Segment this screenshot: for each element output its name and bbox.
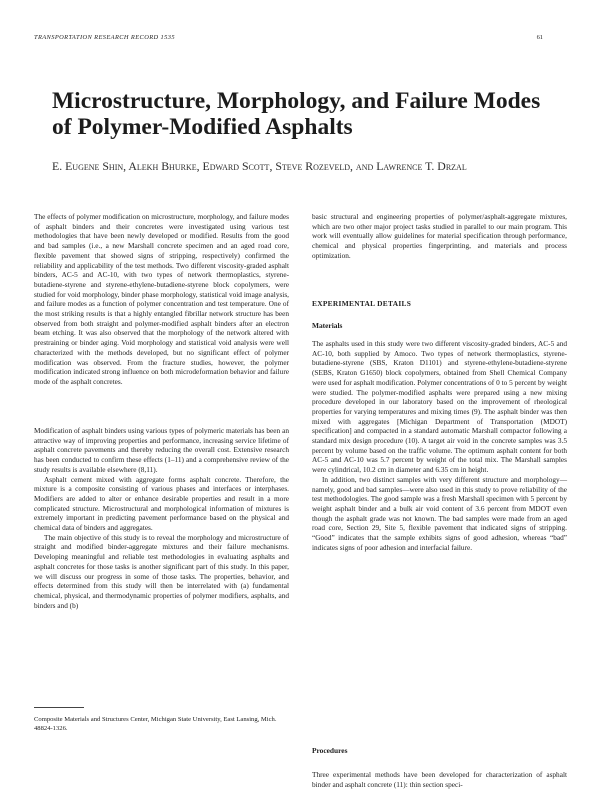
introduction — [34, 426, 289, 610]
intro-paragraph: The main objective of this study is to reveal the morphology and microstructure of straight and modified binder-aggregate mixtures and their failure mechanisms. Developing meaningful and reliable test methodologies in evaluating asphalts and asphalt concretes for those tasks is another significant part of this study. In this paper, we will discuss our progress in some of those tasks. The properties, behavior, and effects determined from this study will then be interrelated with (a) fundamental chemical, physical, and thermodynamic properties of polymer modifiers, asphalts, and binders and (b) — [34, 532, 289, 610]
intro-continuation — [312, 212, 567, 261]
intro-paragraph: Modification of asphalt binders using various types of polymeric materials has been an attractive way of improving properties and performance, increasing service lifetime of asphalt concrete pavements and thereby reducing the overall cost. Extensive research has been conducted to confirm these effects (1–11) and a comprehensive review of the study results is available elsewhere (8,11). — [34, 426, 289, 474]
abstract — [34, 212, 289, 387]
affiliation-footnote: Composite Materials and Structures Center, Michigan State University, East Lansing, Mich. 48824-1326. — [34, 716, 277, 732]
materials-heading: Materials — [312, 321, 343, 330]
running-head: TRANSPORTATION RESEARCH RECORD 1535 — [34, 34, 175, 41]
intro-paragraph: Asphalt cement mixed with aggregate forms asphalt concrete. Therefore, the mixture is a composite consisting of various phases and interfaces or interphases. Modifiers are added to alter or enhance desirable properties and result in a more complicated structure. Microstructural and morphological information of mixtures is extremely important in predicting pavement performance based on the physical and chemical data of binders and aggregates. — [34, 474, 289, 533]
procedures-text: Three experimental methods have been developed for characterization of asphalt binder and asphalt concrete (11): thin section speci- — [312, 770, 567, 789]
experimental-details-heading: EXPERIMENTAL DETAILS — [312, 299, 412, 308]
procedures-heading: Procedures — [312, 746, 348, 755]
footnote-rule — [34, 707, 84, 708]
page-number: 61 — [536, 34, 543, 41]
abstract-text: The effects of polymer modification on microstructure, morphology, and failure modes of asphalt binders and their concretes were investigated using various test methodologies that have been newly developed or modified. Results from the good and bad samples (i.e., a new Marshall concrete specimen and an aged road core, flexible pavement that showed signs of stripping, respectively) confirmed the reliability and applicability of the test methods. Two different viscosity-graded asphalt binders, AC-5 and AC-10, with two types of network thermoplastics, styrene-butadiene-styrene and styrene-ethylene-butadiene-styrene block copolymers, were studied for void morphology, binder phase morphology, statistical void image analysis, and failure modes as a function of polymer concentration and test temperature. One of the most striking results is that a highly entangled fibrillar network structure has been observed from both straight and polymer-modified asphalt binders after an electron beam etching. It was also observed that the morphology of the network altered with prestraining or binder aging. Void morphology and statistical void analysis were well characterized with the methods developed, but no significant effect of polymer modification was observed. From the fracture studies, however, the polymer modification indicated strong influence on both microdeformation behavior and failure mode of the asphalt concretes. — [34, 212, 289, 386]
paper-title: Microstructure, Morphology, and Failure Modes of Polymer-Modified Asphalts — [52, 88, 541, 140]
materials-paragraph: The asphalts used in this study were two different viscosity-graded binders, AC-5 and AC-10, both supplied by Amoco. Two types of network thermoplastics, styrene-butadiene-styrene (SBS, Kraton D1101) and styrene-ethylene-butadiene-styrene (SEBS, Kraton G1650) block copolymers, obtained from Shell Chemical Company were used for asphalt modification. Polymer concentrations of 0 to 5 percent by weight were studied. The polymer-modified asphalts were prepared using a new mixing procedure developed in our laboratory based on the improvement of rheological properties for varying temperatures and mixing times (9). The asphalt binder was then mixed with aggregates [Michigan Department of Transportation (MDOT) specification] and compacted in a standard automatic Marshall compactor following a standard mix design procedure (10). A target air void in the concrete samples was 3.5 percent by volume based on the traffic volume. The optimum asphalt content for both AC-5 and AC-10 was 5.7 percent by weight of the total mix. The Marshall samples were cylindrical, 10.2 cm in diameter and 6.35 cm in height. — [312, 339, 567, 475]
materials-section — [312, 339, 567, 552]
author-list: E. Eugene Shin, Alekh Bhurke, Edward Scott, Steve Rozeveld, and Lawrence T. Drzal — [52, 159, 467, 173]
intro-continuation-text: basic structural and engineering properties of polymer/asphalt-aggregate mixtures, which are two other major project tasks studied in parallel to our main program. This work will eventually allow guidelines for material specification through performance, chemical and physical properties fingerprinting, and materials and process optimization. — [312, 212, 567, 260]
materials-paragraph: In addition, two distinct samples with very different structure and morphology—namely, good and bad samples—were also used in this study to prove reliability of the test methodologies. The good sample was a fresh Marshall specimen with 5 percent by weight asphalt binder and a bulk air void content of 3.6 percent from MDOT even though the asphalt grade was not known. The bad samples were made from an aged road core, Section 29, Site 5, flexible pavement that indicated signs of stripping. “Good” indicates that the sample exhibits signs of good adhesion, whereas “bad” indicates signs of poor adhesion and interfacial failure. — [312, 474, 567, 552]
